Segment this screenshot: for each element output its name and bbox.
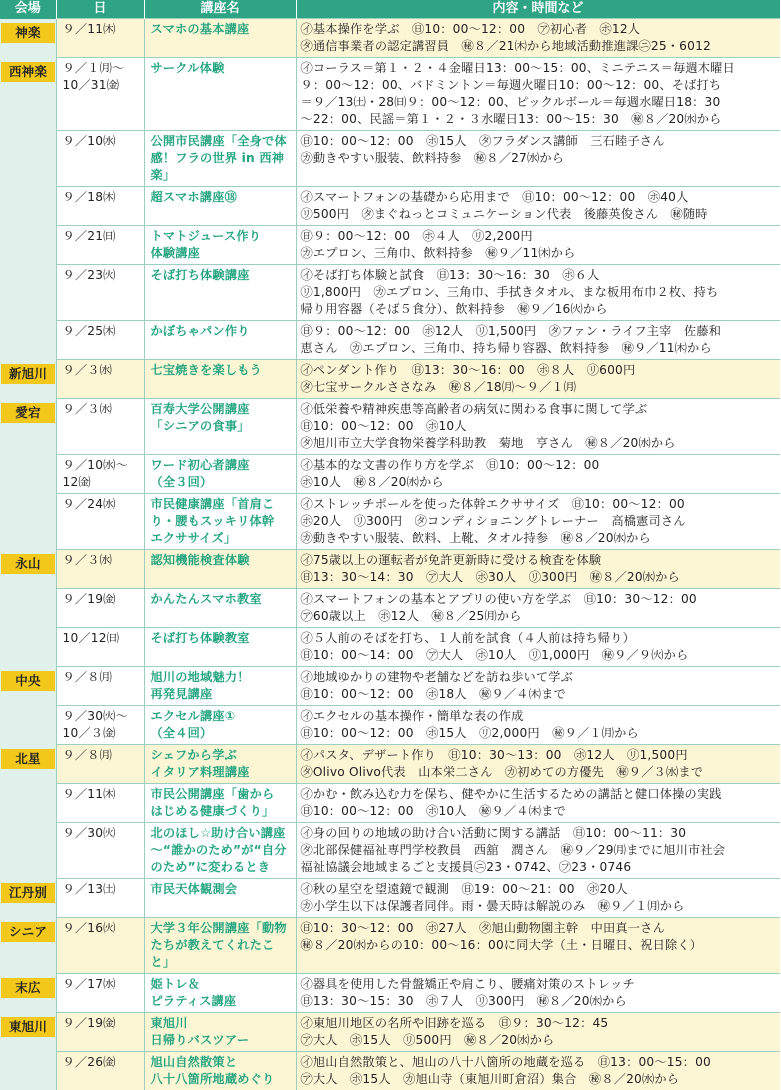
table-row [0,58,780,131]
venue-cell [0,321,56,360]
table-row [0,667,780,706]
course-info [296,628,780,667]
date-cell: ９／３㈬ [56,550,144,589]
info-line: ㋷1,800円 ㋕エプロン、三角巾、手拭きタオル、まな板用布巾２枚、持ち [301,284,777,301]
info-line: ㊐９：00～12：00 ㋭４人 ㋷2,200円 [301,228,777,245]
info-line: ㋑基本的な文書の作り方を学ぶ ㊐10：00～12：00 [301,457,777,474]
info-line: ㋑秋の星空を望遠鏡で観測 ㊐19：00～21：00 ㋭20人 [301,881,777,898]
date-cell: ９／30㈫ [56,823,144,879]
info-line: ㋑スマートフォンの基本とアプリの使い方を学ぶ ㊐10：30～12：00 [301,591,777,608]
info-line: ㋟旭川市立大学食物栄養学科助教 菊地 亨さん ㊙８／20㈬から [301,435,777,452]
table-body [0,19,780,1090]
venue-cell [0,265,56,321]
info-line: ㊐13：30～15：30 ㋭７人 ㋷300円 ㊙８／20㈬から [301,993,777,1010]
info-line: ９：00～12：00、バドミントン＝毎週火曜日10：00～12：00、そば打ち [301,77,777,94]
venue-cell [0,360,56,399]
info-line: ㊙８／20㈬からの10：00～16：00に同大学（土・日曜日、祝日除く） [301,937,777,954]
table-row [0,187,780,226]
venue-cell [0,974,56,1013]
course-name: かぼちゃパン作り [144,321,296,360]
course-info [296,784,780,823]
venue-tag: 神楽 [1,23,55,43]
course-name: 旭川の地域魅力！ 再発見講座 [144,667,296,706]
info-line: ㊐10：00～12：00 ㋭18人 ㊙９／４㈭まで [301,686,777,703]
table-row [0,706,780,745]
course-info [296,667,780,706]
info-line: ㋟Olivo Olivo代表 山本栄二さん ㋕初めての方優先 ㊙９／３㈬まで [301,764,777,781]
course-name: トマトジュース作り 体験講座 [144,226,296,265]
info-line: ㋑地域ゆかりの建物や老舗などを訪ね歩いて学ぶ [301,669,777,686]
table-row [0,265,780,321]
table-header [0,0,780,19]
venue-tag: 中央 [1,671,55,691]
info-line: ＝９／13㈯・28㈰９：00～12：00、ピックルボール＝毎週水曜日18：30 [301,94,777,111]
venue-cell [0,550,56,589]
date-cell: ９／23㈫ [56,265,144,321]
info-line: ㋑スマートフォンの基礎から応用まで ㊐10：00～12：00 ㋭40人 [301,189,777,206]
table-row [0,360,780,399]
course-info [296,589,780,628]
table-row [0,879,780,918]
info-line: ㋕小学生以下は保護者同伴。雨・曇天時は解説のみ ㊙９／１㈪から [301,898,777,915]
venue-cell [0,494,56,550]
info-line: ㋑パスタ、デザート作り ㊐10：30～13：00 ㋭12人 ㋷1,500円 [301,747,777,764]
course-info [296,187,780,226]
course-info [296,550,780,589]
info-line: ㋑低栄養や精神疾患等高齢者の病気に関わる食事に関して学ぶ [301,401,777,418]
course-info [296,494,780,550]
course-info [296,131,780,187]
course-info [296,879,780,918]
date-cell: ９／25㈭ [56,321,144,360]
course-info [296,360,780,399]
course-info [296,706,780,745]
info-line: ㊐10：30～12：00 ㋭27人 ㋟旭山動物園主幹 中田真一さん [301,920,777,937]
course-info [296,226,780,265]
date-cell: ９／17㈬ [56,974,144,1013]
info-line: ㋑75歳以上の運転者が免許更新時に受ける検査を体験 [301,552,777,569]
date-cell: ９／８㈪ [56,745,144,784]
course-info [296,321,780,360]
course-name: そば打ち体験教室 [144,628,296,667]
course-info [296,58,780,131]
course-info [296,974,780,1013]
venue-cell [0,58,56,131]
course-name: ワード初心者講座 （全３回） [144,455,296,494]
course-name: スマホの基本講座 [144,19,296,58]
info-line: ㋑コーラス＝第１・２・４金曜日13：00～15：00、ミニテニス＝毎週木曜日 [301,60,777,77]
info-line: ㋟北部保健福祉専門学校教員 西舘 潤さん ㊙９／29㈪までに旭川市社会 [301,842,777,859]
venue-cell [0,1013,56,1052]
venue-cell [0,399,56,455]
course-name: シェフから学ぶ イタリア料理講座 [144,745,296,784]
table-row [0,823,780,879]
info-line: ～22：00、民謡＝第１・２・３水曜日13：00～15：30 ㊙８／20㈬から [301,111,777,128]
info-line: ㋑かむ・飲み込む力を保ち、健やかに生活するための講話と健口体操の実践 [301,786,777,803]
info-line: ㋕エプロン、三角巾、飲料持参 ㊙９／11㈭から [301,245,777,262]
venue-tag: 東旭川 [1,1017,55,1037]
date-cell: ９／21㈰ [56,226,144,265]
date-cell: 10／12㈰ [56,628,144,667]
date-cell: ９／19㈮ [56,589,144,628]
table-row [0,745,780,784]
info-line: ㋑基本操作を学ぶ ㊐10：00～12：00 ㋐初心者 ㋭12人 [301,21,777,38]
course-name: 北のほし☆助け合い講座 ～“誰かのため”が“自分 のため”に変わるとき [144,823,296,879]
info-line: ㋑そば打ち体験と試食 ㊐13：30～16：30 ㋭６人 [301,267,777,284]
course-info [296,823,780,879]
venue-cell [0,628,56,667]
course-name: 超スマホ講座⑱ [144,187,296,226]
course-name: そば打ち体験講座 [144,265,296,321]
info-line: ㋕動きやすい服装、飲料持参 ㊙８／27㈬から [301,150,777,167]
info-line: ㊐９：00～12：00 ㋭12人 ㋷1,500円 ㋟ファン・ライフ主宰 佐藤和 [301,323,777,340]
date-cell: ９／24㈬ [56,494,144,550]
info-line: ㋑５人前のそばを打ち、１人前を試食（４人前は持ち帰り） [301,630,777,647]
venue-cell [0,745,56,784]
venue-tag: 愛宕 [1,403,55,423]
venue-cell [0,455,56,494]
header-info: 内容・時間など [296,0,780,19]
info-line: ㋑器具を使用した骨盤矯正や肩こり、腰痛対策のストレッチ [301,976,777,993]
venue-cell [0,667,56,706]
header-date: 日 [56,0,144,19]
date-cell: ９／８㈪ [56,667,144,706]
course-name: 公開市民講座「全身で体 感！フラの世界 in 西神楽」 [144,131,296,187]
table-row [0,1052,780,1090]
header-venue: 会場 [0,0,56,19]
venue-cell [0,784,56,823]
date-cell: ９／10㈬～ 12㈮ [56,455,144,494]
course-name: 市民健康講座「首肩こ り・腰もスッキリ体幹 エクササイズ」 [144,494,296,550]
table-row [0,19,780,58]
course-name: サークル体験 [144,58,296,131]
table-row [0,589,780,628]
date-cell: ９／30㈫～ 10／３㈮ [56,706,144,745]
info-line: ㋭10人 ㊙８／20㈬から [301,474,777,491]
table-row [0,455,780,494]
table-row [0,226,780,265]
venue-cell [0,1052,56,1090]
info-line: ㋟七宝サークルささなみ ㊙８／18㈪～９／１㈪ [301,379,777,396]
info-line: ㋑東旭川地区の名所や旧跡を巡る ㊐９：30～12：45 [301,1015,777,1032]
table-row [0,784,780,823]
info-line: ㋑身の回りの地域の助け合い活動に関する講話 ㊐10：00～11：30 [301,825,777,842]
course-name: 東旭川 日帰りバスツアー [144,1013,296,1052]
course-info [296,19,780,58]
header-course: 講座名 [144,0,296,19]
course-name: 認知機能検査体験 [144,550,296,589]
date-cell: ９／３㈬ [56,399,144,455]
venue-tag: シニア [1,922,55,942]
course-info [296,918,780,974]
table-row [0,494,780,550]
date-cell: ９／３㈬ [56,360,144,399]
course-info [296,455,780,494]
date-cell: ９／26㈮ [56,1052,144,1090]
info-line: ㋟通信事業者の認定講習員 ㊙８／21㈭から地域活動推進課㋥25・6012 [301,38,777,55]
course-info [296,399,780,455]
date-cell: ９／10㈬ [56,131,144,187]
table-row [0,321,780,360]
table-row [0,550,780,589]
table-row [0,628,780,667]
info-line: ㊐13：30～14：30 ㋐大人 ㋭30人 ㋷300円 ㊙８／20㈬から [301,569,777,586]
info-line: ㋭20人 ㋷300円 ㋟コンディショニングトレーナー 高橋憲司さん [301,513,777,530]
venue-tag: 新旭川 [1,364,55,384]
venue-cell [0,19,56,58]
venue-cell [0,187,56,226]
table-row [0,974,780,1013]
venue-cell [0,879,56,918]
info-line: ㋐大人 ㋭15人 ㋕旭山寺（東旭川町倉沼）集合 ㊙８／20㈬から [301,1071,777,1088]
venue-cell [0,823,56,879]
venue-tag: 江丹別 [1,883,55,903]
course-info [296,265,780,321]
course-name: かんたんスマホ教室 [144,589,296,628]
info-line: ㋷500円 ㋟まぐねっとコミュニケーション代表 後藤英俊さん ㊙随時 [301,206,777,223]
info-line: ㋑旭山自然散策と、旭山の八十八箇所の地蔵を巡る ㊐13：00～15：00 [301,1054,777,1071]
course-name: 市民公開講座「歯から はじめる健康づくり」 [144,784,296,823]
info-line: ㋐大人 ㋭15人 ㋷500円 ㊙８／20㈬から [301,1032,777,1049]
venue-cell [0,706,56,745]
course-name: 姫トレ＆ ピラティス講座 [144,974,296,1013]
course-info [296,1052,780,1090]
info-line: ㊐10：00～14：00 ㋐大人 ㋭10人 ㋷1,000円 ㊙９／９㈫から [301,647,777,664]
info-line: ㋑ストレッチポールを使った体幹エクササイズ ㊐10：00～12：00 [301,496,777,513]
venue-tag: 末広 [1,978,55,998]
course-name: 百寿大学公開講座 「シニアの食事」 [144,399,296,455]
course-name: 市民天体観測会 [144,879,296,918]
date-cell: ９／11㈭ [56,19,144,58]
date-cell: ９／16㈫ [56,918,144,974]
info-line: 福祉協議会地域まるごと支援員㋥23・0742、㋫23・0746 [301,859,777,876]
course-name: 旭山自然散策と 八十八箇所地蔵めぐり [144,1052,296,1090]
date-cell: ９／18㈭ [56,187,144,226]
info-line: ㊐10：00～12：00 ㋭10人 [301,418,777,435]
info-line: 恵さん ㋕エプロン、三角巾、持ち帰り容器、飲料持参 ㊙９／11㈭から [301,340,777,357]
date-cell: ９／１㈪～ 10／31㈮ [56,58,144,131]
venue-cell [0,131,56,187]
course-info [296,1013,780,1052]
venue-tag: 永山 [1,554,55,574]
course-info [296,745,780,784]
date-cell: ９／11㈭ [56,784,144,823]
info-line: ㋐60歳以上 ㋭12人 ㊙８／25㈪から [301,608,777,625]
course-name: 大学３年公開講座「動物 たちが教えてくれたこと」 [144,918,296,974]
info-line: ㋑ペンダント作り ㊐13：30～16：00 ㋭８人 ㋷600円 [301,362,777,379]
venue-cell [0,226,56,265]
info-line: ㊐10：00～12：00 ㋭15人 ㋟フラダンス講師 三石睦子さん [301,133,777,150]
venue-cell [0,918,56,974]
date-cell: ９／13㈯ [56,879,144,918]
venue-cell [0,589,56,628]
info-line: 帰り用容器（そば５食分）、飲料持参 ㊙９／16㈫から [301,301,777,318]
table-row [0,1013,780,1052]
course-name: 七宝焼きを楽しもう [144,360,296,399]
venue-tag: 北星 [1,749,55,769]
info-line: ㊐10：00～12：00 ㋭10人 ㊙９／４㈭まで [301,803,777,820]
table-row [0,399,780,455]
info-line: ㋕動きやすい服装、飲料、上靴、タオル持参 ㊙８／20㈬から [301,530,777,547]
table-row [0,918,780,974]
info-line: ㋑エクセルの基本操作・簡単な表の作成 [301,708,777,725]
table-row [0,131,780,187]
info-line: ㊐10：00～12：00 ㋭15人 ㋷2,000円 ㊙９／１㈪から [301,725,777,742]
date-cell: ９／19㈮ [56,1013,144,1052]
venue-tag: 西神楽 [1,62,55,82]
course-name: エクセル講座① （全４回） [144,706,296,745]
